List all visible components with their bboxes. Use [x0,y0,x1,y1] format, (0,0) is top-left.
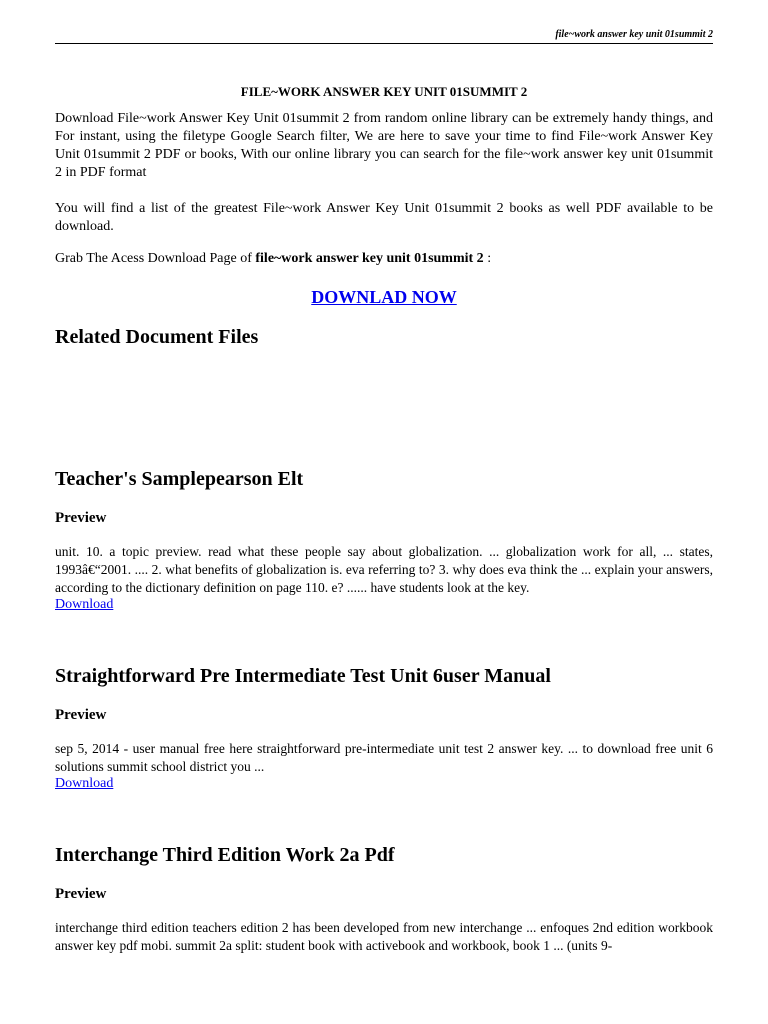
document-title: FILE~WORK ANSWER KEY UNIT 01SUMMIT 2 [240,84,528,99]
related-doc-title: Straightforward Pre Intermediate Test Unit 6user Manual [55,665,551,687]
related-doc-snippet: sep 5, 2014 - user manual free here straightforward pre-intermediate unit test 2 answer key. ... to download free unit 6 solutions summit school district you ... [55,741,713,774]
header-divider [55,43,713,44]
grab-keyword: file~work answer key unit 01summit 2 [255,251,484,266]
related-doc-download-link[interactable]: Download [55,597,114,612]
grab-download-line [55,250,713,268]
download-now-link[interactable]: DOWNLAD NOW [311,287,457,307]
running-header: file~work answer key unit 01summit 2 [555,29,713,40]
preview-label: Preview [55,510,107,526]
grab-suffix: : [483,251,492,266]
related-doc-snippet: unit. 10. a topic preview. read what these people say about globalization. ... globalization work for all, ... states, 1993â€“2001. .... 2. what benefits of globalization is. eva referring to? 3. why does eva think the ... explain your answers, according to the dictionary definition on page 110. e? ...... have students look at the key. [55,544,713,595]
related-documents-heading: Related Document Files [55,326,259,348]
preview-label: Preview [55,886,107,902]
intro-paragraph: Download File~work Answer Key Unit 01summit 2 from random online library can be extremely handy things, and For instant, using the filetype Google Search filter, We are here to save your time to find File~work Answer Key Unit 01summit 2 PDF or books, With our online library you can search for the file~work answer key unit 01summit 2 in PDF format [55,111,713,180]
grab-prefix: Grab The Acess Download Page of [55,251,256,266]
preview-label: Preview [55,707,107,723]
related-doc-download-link[interactable]: Download [55,776,114,791]
related-doc-snippet: interchange third edition teachers edition 2 has been developed from new interchange ... enfoques 2nd edition workbook answer key pdf mobi. summit 2a split: student book with activebook and workbook, book 1 ... (units 9- [55,920,713,953]
related-doc-title: Teacher's Samplepearson Elt [55,468,304,490]
list-paragraph: You will find a list of the greatest File~work Answer Key Unit 01summit 2 books as well PDF available to be download. [55,201,713,234]
related-doc-title: Interchange Third Edition Work 2a Pdf [55,844,395,866]
download-now-container [55,286,713,308]
